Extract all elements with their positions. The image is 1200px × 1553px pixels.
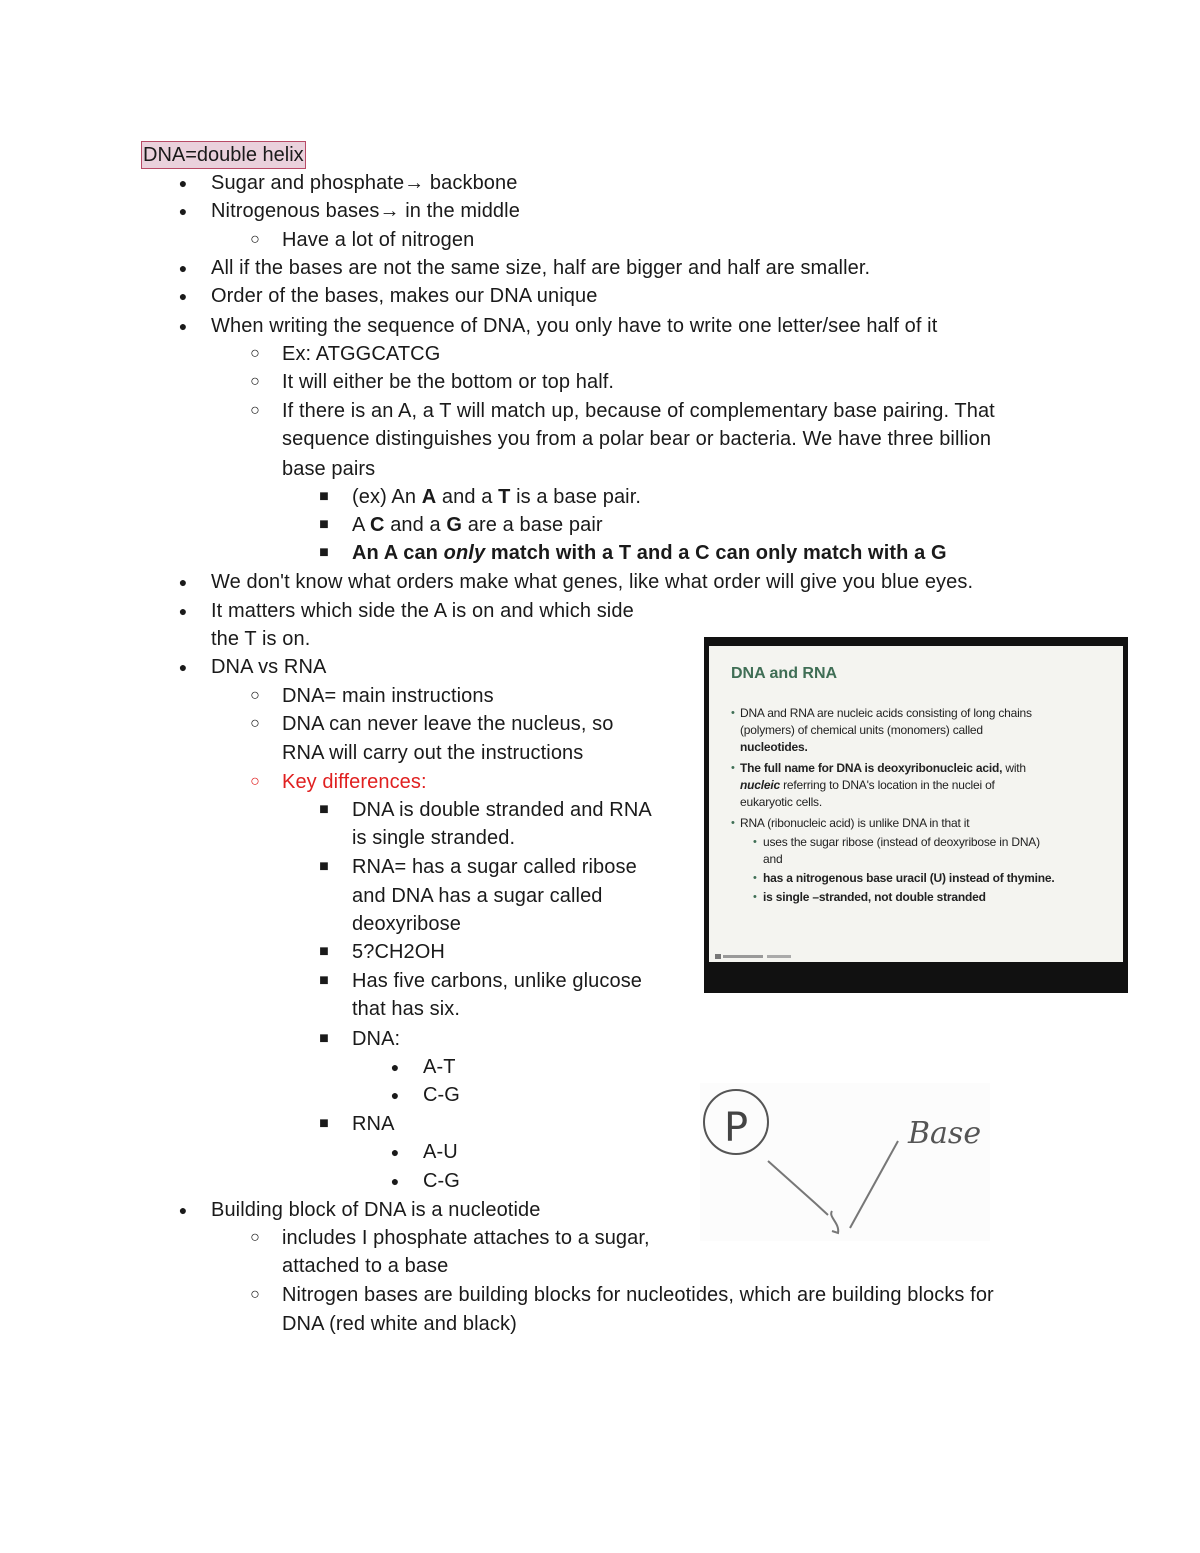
bullet-dot: ●	[178, 1202, 188, 1218]
text-run: An A can	[352, 542, 444, 564]
text-run: A	[352, 514, 370, 536]
bullet-dot: ●	[178, 659, 188, 675]
text-run: (U) instead of thymine.	[926, 871, 1055, 885]
text-run: uracil	[895, 871, 927, 885]
note-line: RNA will carry out the instructions	[282, 742, 584, 764]
note-line: Has five carbons, unlike glucose	[352, 970, 643, 992]
bullet-square: ■	[319, 801, 329, 818]
note-line: C-G	[423, 1084, 460, 1106]
note-line: the T is on.	[211, 628, 311, 650]
text-run: and a	[384, 514, 447, 536]
slide-line: and	[763, 852, 783, 866]
base-label: Base	[908, 1116, 982, 1151]
slide-line	[740, 760, 1026, 777]
text-run: has a nitrogenous base	[763, 871, 896, 885]
bullet-dot: ●	[178, 318, 188, 334]
note-line: A-U	[423, 1141, 458, 1163]
text-run: (ex) An	[352, 486, 422, 508]
text-run: nucleic	[740, 778, 780, 792]
text-run: only	[443, 542, 486, 564]
slide-line: DNA and RNA are nucleic acids consisting of long chains	[740, 706, 1032, 720]
bullet-dot: ●	[390, 1059, 400, 1075]
sugar-mark	[831, 1211, 838, 1233]
note-line: All if the bases are not the same size, half are bigger and half are smaller.	[211, 257, 871, 279]
text-run: C	[370, 514, 385, 536]
bullet-dot: ●	[178, 603, 188, 619]
bullet-square: ■	[319, 1115, 329, 1132]
note-line	[352, 483, 641, 511]
bullet-circle: ○	[250, 345, 260, 362]
bullet-dot: ●	[390, 1087, 400, 1103]
note-line	[352, 539, 947, 567]
note-line	[352, 511, 603, 539]
slide-line: nucleotides.	[740, 740, 808, 754]
bullet-square: ■	[319, 972, 329, 989]
bullet-dot: ●	[178, 288, 188, 304]
text-run: are a base pair	[462, 514, 603, 536]
note-line: C-G	[423, 1170, 460, 1192]
note-line: We don't know what orders make what genes, like what order will give you blue eyes.	[211, 571, 974, 593]
slide-bullet: •	[753, 836, 757, 848]
slide-line: is single –stranded, not double stranded	[763, 890, 986, 904]
bullet-square: ■	[319, 488, 329, 505]
note-line: attached to a base	[282, 1255, 449, 1277]
note-line: deoxyribose	[352, 913, 461, 935]
note-line: is single stranded.	[352, 827, 516, 849]
note-line: It will either be the bottom or top half.	[282, 371, 615, 393]
note-line: and DNA has a sugar called	[352, 885, 603, 907]
note-line: DNA (red white and black)	[282, 1313, 517, 1335]
text-run: DNA is deoxyribonucleic acid,	[836, 761, 1003, 775]
note-line: 5?CH2OH	[352, 941, 445, 963]
note-line: Building block of DNA is a nucleotide	[211, 1199, 541, 1221]
slide-footer-logo	[715, 952, 795, 960]
note-line: base pairs	[282, 458, 376, 480]
bullet-circle: ○	[250, 687, 260, 704]
base-bond	[850, 1141, 898, 1228]
bullet-circle: ○	[250, 402, 260, 419]
bullet-square: ■	[319, 516, 329, 533]
bullet-circle: ○	[250, 715, 260, 732]
slide-line: uses the sugar ribose (instead of deoxyribose in DNA)	[763, 835, 1040, 849]
slide-content	[709, 646, 1123, 962]
slide-bullet: •	[753, 872, 757, 884]
note-line: When writing the sequence of DNA, you only have to write one letter/see half of it	[211, 315, 938, 337]
note-line: Sugar and phosphate→ backbone	[211, 172, 518, 194]
bullet-circle: ○	[250, 1286, 260, 1303]
slide-line: RNA (ribonucleic acid) is unlike DNA in that it	[740, 816, 970, 830]
slide-bullet: •	[731, 707, 735, 719]
note-line: Key differences:	[282, 771, 427, 793]
bullet-square: ■	[319, 1030, 329, 1047]
slide-title: DNA and RNA	[731, 665, 838, 682]
text-run: T	[498, 486, 511, 508]
note-line: Nitrogenous bases→ in the middle	[211, 200, 520, 222]
slide-bullet: •	[731, 817, 735, 829]
bullet-circle: ○	[250, 231, 260, 248]
note-line: Order of the bases, makes our DNA unique	[211, 285, 598, 307]
text-run: and a	[436, 486, 499, 508]
bullet-circle: ○	[250, 1229, 260, 1246]
text-run: match with a T and a C can only match with a G	[485, 542, 947, 564]
bullet-circle: ○	[250, 773, 260, 790]
note-line: DNA is double stranded and RNA	[352, 799, 652, 821]
note-line: DNA:	[352, 1028, 401, 1050]
note-line: sequence distinguishes you from a polar bear or bacteria. We have three billion	[282, 428, 992, 450]
note-line: Have a lot of nitrogen	[282, 229, 475, 251]
note-line: A-T	[423, 1056, 456, 1078]
bullet-square: ■	[319, 943, 329, 960]
text-run: is a base pair.	[510, 486, 642, 508]
slide-image	[704, 637, 1128, 993]
note-line: It matters which side the A is on and which side	[211, 600, 634, 622]
note-line: that has six.	[352, 998, 461, 1020]
bullet-dot: ●	[390, 1144, 400, 1160]
phosphate-label: P	[724, 1105, 749, 1151]
phosphate-bond	[768, 1161, 828, 1215]
note-line: DNA= main instructions	[282, 685, 494, 707]
note-line: includes I phosphate attaches to a sugar,	[282, 1227, 650, 1249]
note-line: If there is an A, a T will match up, because of complementary base pairing. That	[282, 400, 995, 422]
note-line: DNA can never leave the nucleus, so	[282, 713, 614, 735]
note-line: DNA vs RNA	[211, 656, 327, 678]
note-line: Nitrogen bases are building blocks for nucleotides, which are building blocks for	[282, 1284, 994, 1306]
bullet-dot: ●	[178, 175, 188, 191]
bullet-square: ■	[319, 858, 329, 875]
note-line: Ex: ATGGCATCG	[282, 343, 441, 365]
slide-line: (polymers) of chemical units (monomers) called	[740, 723, 983, 737]
slide-bullet: •	[753, 891, 757, 903]
text-run: G	[446, 514, 463, 536]
text-run: with	[1002, 761, 1026, 775]
slide-line	[763, 870, 1054, 887]
bullet-square: ■	[319, 544, 329, 561]
bullet-dot: ●	[178, 260, 188, 276]
bullet-dot: ●	[178, 574, 188, 590]
bullet-dot: ●	[390, 1173, 400, 1189]
note-line: RNA	[352, 1113, 395, 1135]
bullet-circle: ○	[250, 373, 260, 390]
note-line: RNA= has a sugar called ribose	[352, 856, 637, 878]
text-run: The full name for	[740, 761, 837, 775]
slide-line	[740, 777, 995, 794]
text-run: referring to DNA's location in the nuclei of	[779, 778, 995, 792]
bullet-dot: ●	[178, 203, 188, 219]
text-run: A	[421, 486, 437, 508]
notes-title: DNA=double helix	[141, 141, 306, 169]
slide-bullet: •	[731, 762, 735, 774]
slide-line: eukaryotic cells.	[740, 795, 822, 809]
nucleotide-sketch	[700, 1083, 990, 1241]
